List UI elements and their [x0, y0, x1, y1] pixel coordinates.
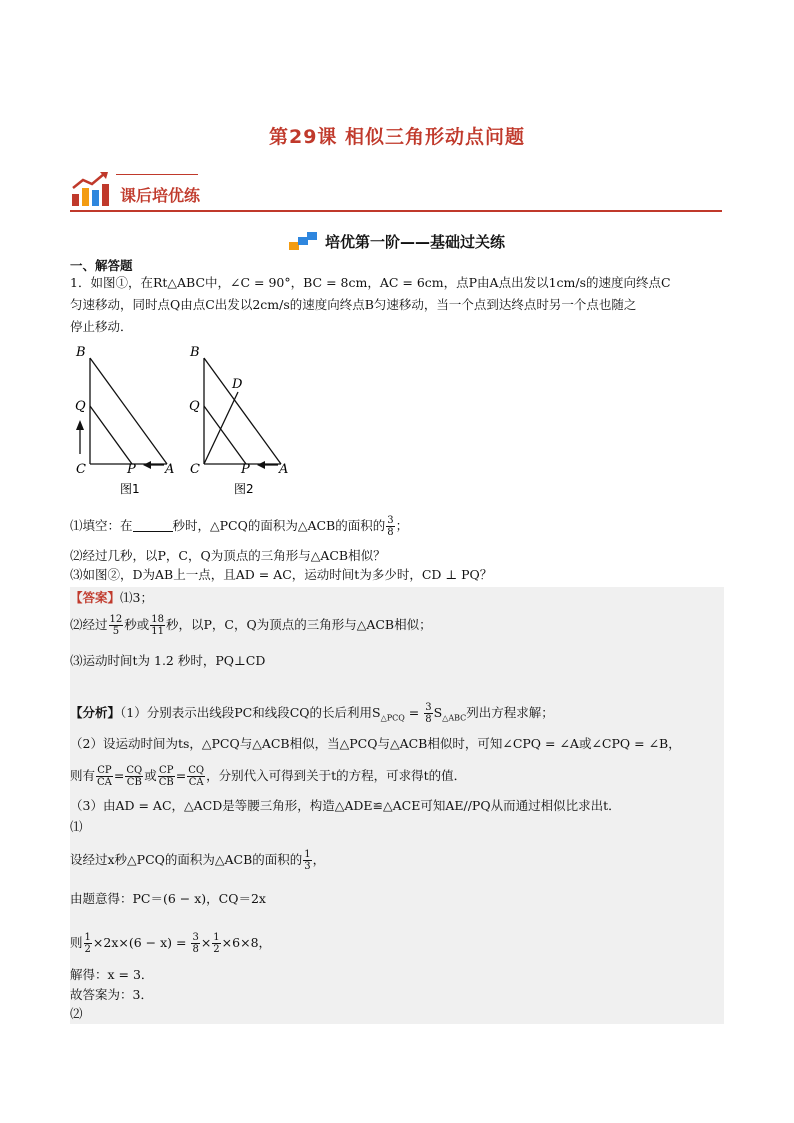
solution-1-line-3: 则 $\frac{1}{2}$ ×2x×(6 − x) = $\frac{3}{8}$ × $\frac{1}{2}$ ×6×8， [70, 932, 272, 955]
answer-line-3: ⑶运动时间t为 1.2 秒时，PQ⊥CD [70, 653, 266, 668]
answer-line-2: ⑵经过 $\frac{12}{5}$ 秒或 $\frac{18}{11}$ 秒，以P，C，Q为顶点的三角形与△ACB相似； [70, 614, 432, 637]
problem-line-1: 1．如图①，在Rt△ABC中，∠C = 90°，BC = 8cm，AC = 6cm，点P由A点出发以1cm/s的速度向终点C [70, 275, 671, 290]
figure-1 [70, 342, 185, 502]
solution-1-label: ⑴ [70, 819, 83, 834]
fig1-label-c: C [76, 462, 86, 477]
section-header-label: 课后培优练 [120, 186, 201, 205]
fig2-label-p: P [241, 462, 250, 477]
fig1-label-p: P [127, 462, 136, 477]
fig1-segment-pq [90, 406, 132, 464]
problem-line-3: 停止移动． [70, 319, 133, 334]
question-1: ⑴填空：在 秒时，△PCQ的面积为△ACB的面积的 $\frac{3}{8}$ ； [70, 515, 409, 538]
figure-2 [184, 342, 299, 502]
fig2-label-q: Q [189, 399, 200, 414]
analysis-tag: 【分析】 [70, 705, 121, 720]
fig1-label-a: A [165, 462, 175, 477]
problem-line-2: 匀速移动，同时点Q由点C出发以2cm/s的速度向终点B匀速移动，当一个点到达终点时另一个点也随之 [70, 297, 637, 312]
header-accent-line [116, 174, 198, 175]
fig2-label-a: A [279, 462, 289, 477]
fig1-label-q: Q [75, 399, 86, 414]
fig2-caption: 图2 [234, 482, 254, 496]
answer-tag: 【答案】 [70, 590, 121, 605]
stage-title [0, 231, 794, 252]
fig1-up-arrow-icon [76, 420, 84, 430]
stage-title-text: 培优第一阶——基础过关练 [324, 233, 505, 251]
fig1-left-arrow-icon [143, 461, 151, 469]
answer-blank [133, 519, 173, 532]
fig1-caption: 图1 [120, 482, 140, 496]
header-divider [70, 210, 722, 212]
fig2-segment-cd [204, 392, 238, 464]
fig2-label-c: C [190, 462, 200, 477]
fig2-segment-pq [204, 406, 246, 464]
page-title: 第29课 相似三角形动点问题 [268, 126, 526, 148]
solution-1-line-4: 解得：x = 3． [70, 967, 154, 982]
fig1-side-ab [90, 358, 167, 464]
section-header [70, 170, 722, 212]
growth-chart-icon [70, 170, 110, 208]
fig2-left-arrow-icon [257, 461, 265, 469]
solution-1-line-2: 由题意得：PC＝(6 − x)，CQ＝2x [70, 891, 266, 906]
part-heading: 一、解答题 [70, 258, 133, 273]
question-2: ⑵经过几秒，以P，C，Q为顶点的三角形与△ACB相似？ [70, 548, 386, 563]
stairs-icon [289, 232, 317, 250]
question-3: ⑶如图②，D为AB上一点，且AD = AC，运动时间t为多少时，CD ⊥ PQ？ [70, 567, 493, 582]
fig2-label-d: D [232, 377, 243, 392]
solution-2-label: ⑵ [70, 1006, 83, 1021]
solution-1-line-5: 故答案为：3． [70, 987, 153, 1002]
analysis-line-2: （2）设运动时间为ts，△PCQ与△ACB相似，当△PCQ与△ACB相似时，可知∠CPQ = ∠A或∠CPQ = ∠B， [70, 736, 681, 751]
analysis-line-4: （3）由AD = AC，△ACD是等腰三角形，构造△ADE≌△ACE可知AE//PQ从而通过相似比求出t． [70, 798, 621, 813]
solution-1-line-1: 设经过x秒△PCQ的面积为△ACB的面积的 $\frac{1}{3}$ ， [70, 849, 326, 872]
analysis-line-3: 则有 $\frac{CP}{CA}$ = $\frac{CQ}{CB}$ 或 $\frac{CP}{CB}$ = $\frac{CQ}{CA}$ ，分别代入可得到关于t的方程，可求得t的值． [70, 765, 467, 788]
fig1-label-b: B [76, 345, 86, 360]
analysis-line-1: 【分析】（1）分别表示出线段PC和线段CQ的长后利用$S_{\triangle PCQ}$ = $\frac{3}{8}$ $S_{\triangle ABC}$列出方程求解； [70, 702, 554, 725]
fig2-label-b: B [190, 345, 200, 360]
answer-line-1: 【答案】⑴3； [70, 590, 153, 605]
